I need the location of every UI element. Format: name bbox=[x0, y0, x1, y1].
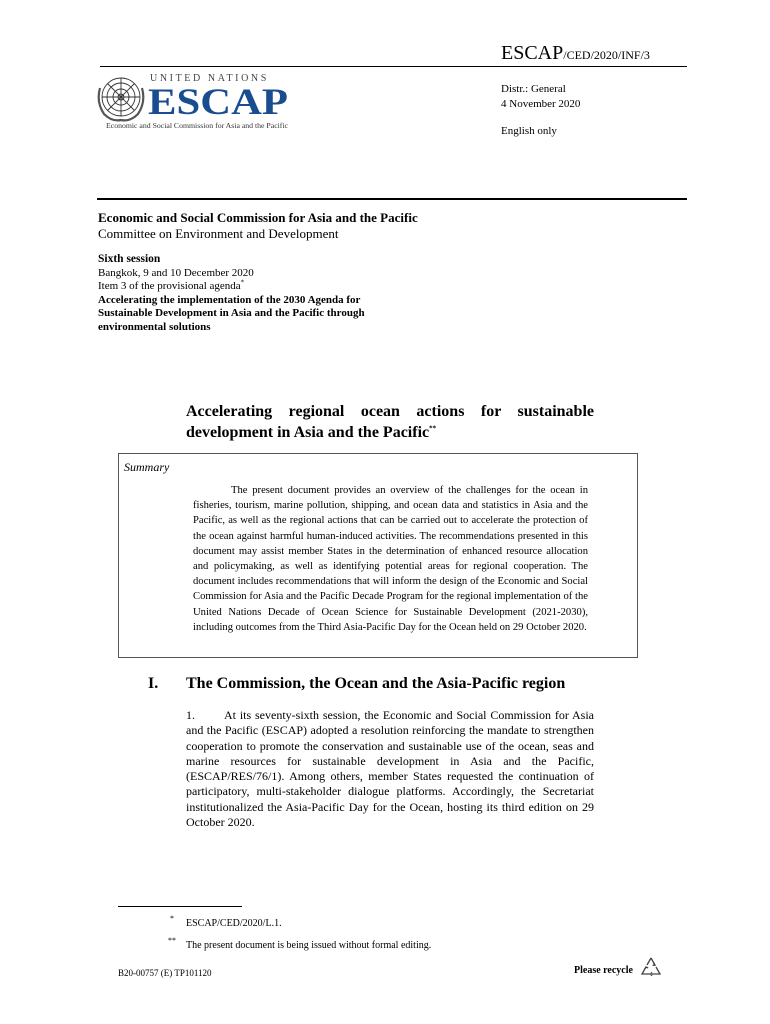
logo-acronym: ESCAP bbox=[148, 82, 288, 123]
agenda-title: Accelerating the implementation of the 2030 Agenda for Sustainable Development in Asia and the Pacific through environmental solutions bbox=[98, 293, 365, 333]
meeting-block bbox=[98, 210, 418, 334]
distribution: Distr.: General bbox=[501, 83, 566, 95]
job-number: B20-00757 (E) TP101120 bbox=[118, 968, 212, 978]
footnote-rule bbox=[118, 906, 242, 907]
footnote-1-text: ESCAP/CED/2020/L.1. bbox=[186, 918, 282, 929]
escap-logo bbox=[96, 70, 296, 132]
title-footnote-mark[interactable]: ** bbox=[429, 424, 437, 433]
paragraph-text: At its seventy-sixth session, the Economic and Social Commission for Asia and the Pacific (ESCAP) adopted a resolution reinforcing the mandate to strengthen cooperation to promote the conservation and sustainable use of the ocean, seas and marine resources for sustainable development in Asia and the Pacific, (ESCAP/RES/76/1). Among others, member States requested the continuation of participatory, multi-stakeholder dialogue platforms. Accordingly, the Secretariat institutionalized the Asia-Pacific Day for the Ocean, hosting its third edition on 29 October 2020. bbox=[186, 708, 594, 830]
header-rule bbox=[100, 66, 687, 67]
issue-date: 4 November 2020 bbox=[501, 98, 581, 110]
document-title bbox=[186, 401, 594, 443]
masthead-rule bbox=[97, 198, 687, 200]
section-number: I. bbox=[148, 675, 159, 692]
document-symbol-suffix: /CED/2020/INF/3 bbox=[563, 48, 650, 62]
language-note: English only bbox=[501, 125, 557, 137]
summary-text: The present document provides an overview of the challenges for the ocean in fisheries, tourism, marine pollution, shipping, and ocean data and statistics in Asia and the Pacific, as well as the regional actions that can be carried out to accelerate the protection of the ocean against harmful human-induced activities. The recommendations presented in this document may assist member States in the determination of enhanced resource allocation and policymaking, as well as identifying potential areas for regional cooperation. The document includes recommendations that will inform the design of the Economic and Social Commission for Asia and the Pacific Decade Program for the regional implementation of the United Nations Decade of Ocean Science for Sustainable Development (2021-2030), including outcomes from the Third Asia-Pacific Day for the Ocean held on 29 October 2020. bbox=[193, 485, 588, 633]
committee-name: Committee on Environment and Development bbox=[98, 226, 339, 241]
footnote-2-mark: ** bbox=[168, 936, 176, 945]
paragraph-1 bbox=[186, 708, 594, 830]
agenda-footnote-mark[interactable]: * bbox=[240, 278, 245, 287]
paragraph-number: 1. bbox=[186, 708, 195, 722]
recycle-text: Please recycle bbox=[574, 965, 633, 976]
agenda-item-label: Item 3 of the provisional agenda bbox=[98, 280, 241, 292]
document-symbol bbox=[501, 42, 650, 65]
agenda-item bbox=[98, 280, 418, 294]
footnote-2-text: The present document is being issued without formal editing. bbox=[186, 940, 432, 951]
session-name: Sixth session bbox=[98, 253, 161, 265]
place-date: Bangkok, 9 and 10 December 2020 bbox=[98, 266, 254, 279]
footnote-1-mark: * bbox=[170, 914, 174, 923]
logo-full-name: Economic and Social Commission for Asia and the Pacific bbox=[106, 122, 288, 130]
distribution-block bbox=[501, 82, 580, 112]
un-emblem-icon bbox=[99, 78, 144, 120]
recycle-icon bbox=[640, 956, 662, 978]
document-symbol-main: ESCAP bbox=[501, 42, 564, 64]
section-title: The Commission, the Ocean and the Asia-Pacific region bbox=[186, 675, 566, 692]
logo-un-text: UNITED NATIONS bbox=[150, 73, 269, 84]
document-title-text: Accelerating regional ocean actions for sustainable development in Asia and the Pacific bbox=[186, 403, 594, 441]
summary-label: Summary bbox=[124, 460, 170, 474]
organization-name: Economic and Social Commission for Asia and the Pacific bbox=[98, 210, 418, 225]
